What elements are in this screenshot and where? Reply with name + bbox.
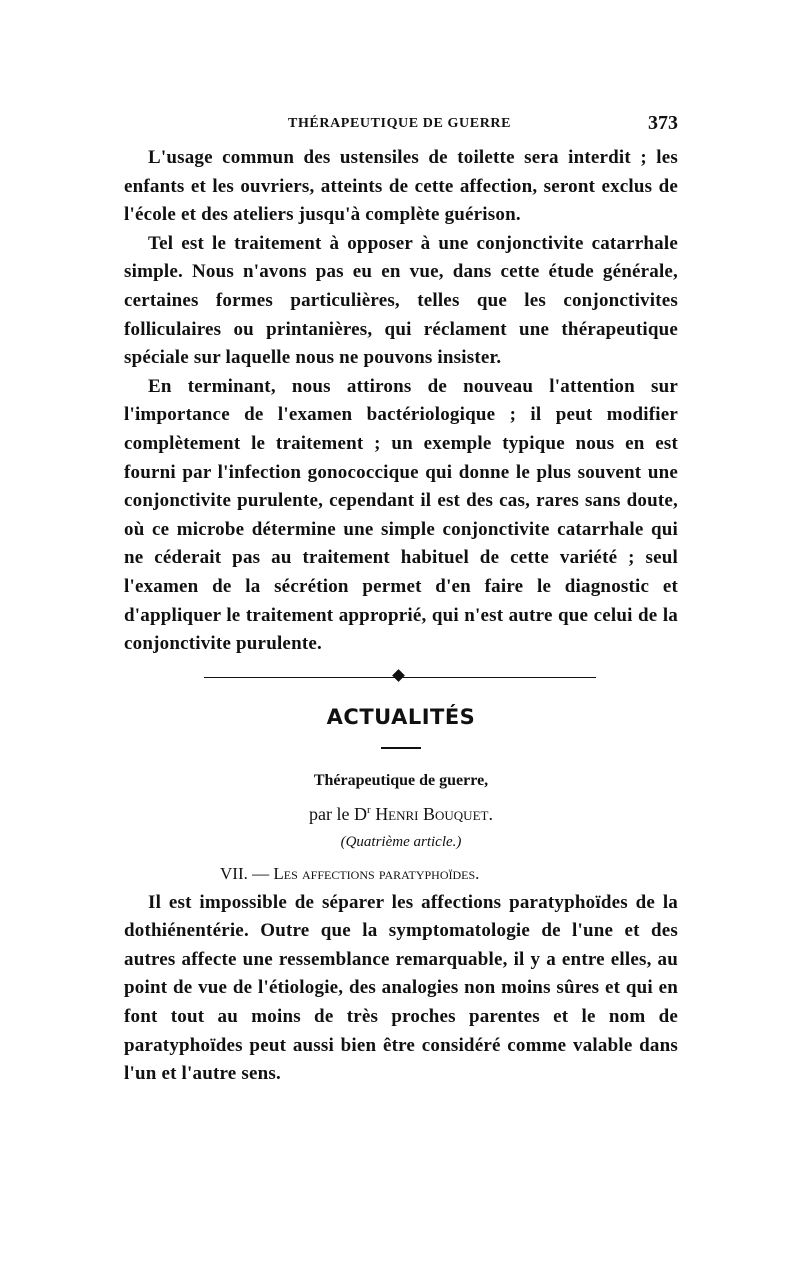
byline-prefix: par le D — [309, 803, 368, 824]
book-page — [124, 112, 678, 1089]
author-name: Henri Bouquet. — [375, 803, 493, 824]
chapter-heading — [220, 859, 678, 889]
running-header — [124, 112, 678, 144]
section-divider — [124, 665, 678, 705]
article-title: Thérapeutique de guerre, — [313, 771, 489, 789]
page-number: 373 — [648, 112, 678, 134]
byline-sup: r — [367, 803, 371, 816]
title-rule — [381, 747, 421, 749]
paragraph-hygiene: L'usage commun des ustensiles de toilette sera interdit ; les enfants et les ouvriers, atteints de cette affection, seront exclus de l'école et des ateliers jusqu'à complète guérison. — [124, 147, 678, 226]
section-title: ACTUALITÉS — [326, 704, 476, 729]
paragraph-treatment: Tel est le traitement à opposer à une conjonctivite catarrhale simple. Nous n'avons pas eu en vue, dans cette étude générale, certaines formes particulières, telles que les conjonctivites folliculaires ou printanières, qui réclament une thérapeutique spéciale sur laquelle nous ne pouvons insister. — [124, 232, 678, 369]
running-title: THÉRAPEUTIQUE DE GUERRE — [288, 116, 512, 131]
chapter-number: VII. — — [220, 863, 270, 883]
paragraph-conclusion: En terminant, nous attirons de nouveau l'attention sur l'importance de l'examen bactériologique ; il peut modifier complètement le traitement ; un exemple typique nous en est fourni par l'infection gonococcique qui donne le plus souvent une conjonctivite purulente, cependant il est des cas, rares sans doute, où ce microbe détermine une simple conjonctivite catarrhale qui ne céderait pas au traitement habituel de cette variété ; seul l'examen de la sécrétion permet d'en faire le diagnostic et d'appliquer le traitement approprié, qui n'est autre que celui de la conjonctivite purulente. — [124, 375, 678, 655]
article-note: (Quatrième article.) — [340, 833, 462, 850]
chapter-title: Les affections paratyphoïdes. — [273, 863, 480, 883]
byline — [124, 795, 678, 829]
paragraph-paratyphoid: Il est impossible de séparer les affections paratyphoïdes de la dothiénentérie. Outre que la symptomatologie de l'une et des autres affecte une ressemblance remarquable, il y a entre elles, au point de vue de l'étiologie, des analogies non moins sûres et qui en font tout au moins de très proches parentes et le nom de paratyphoïdes peut aussi bien être considéré comme valable dans l'un et l'autre sens. — [124, 891, 678, 1085]
diamond-ornament-icon — [392, 669, 405, 682]
